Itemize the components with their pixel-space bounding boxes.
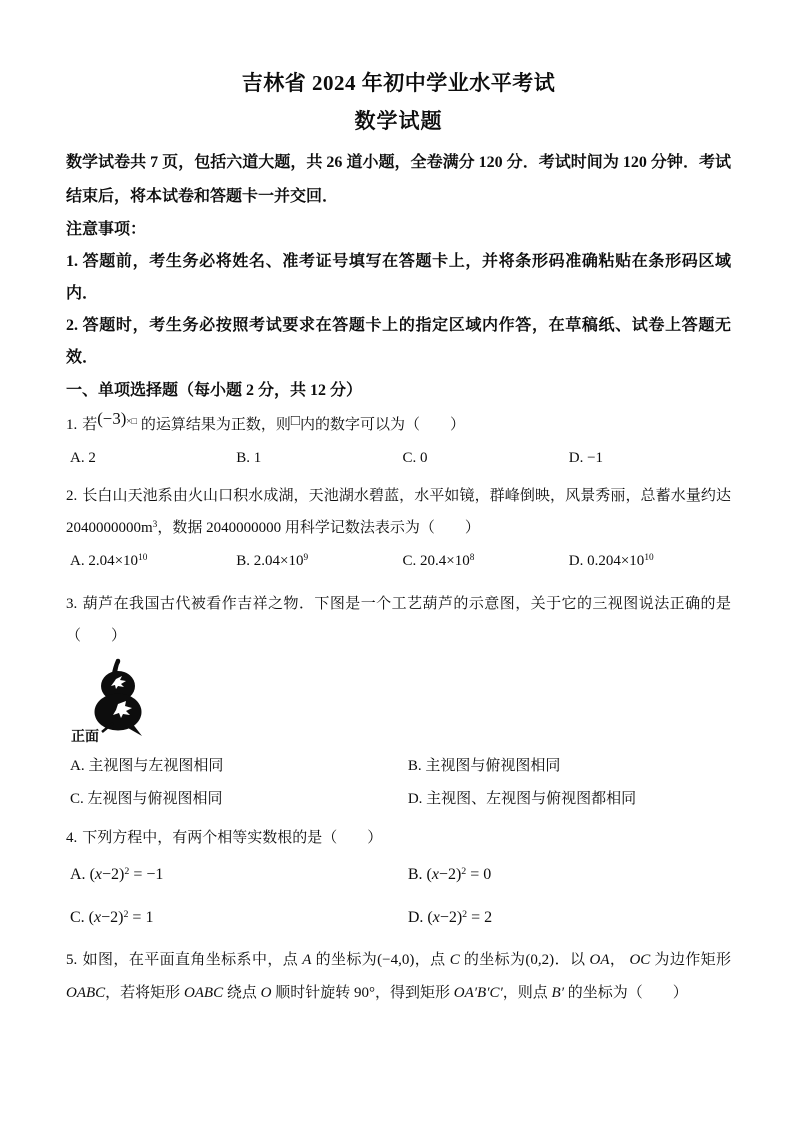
option-a: A. 主视图与左视图相同 xyxy=(70,758,224,774)
question-stem-text: 如图，在平面直角坐标系中，点 A 的坐标为(−4,0)，点 C 的坐标为(0,2)．以 OA， OC 为边作矩形 OABC，若将矩形 OABC 绕点 O 顺时针旋转 90°，得到矩形 OA′B′C′，则点 B′ 的坐标为（ ） xyxy=(66,952,731,1001)
options-grid xyxy=(66,546,731,578)
options-grid xyxy=(66,750,731,816)
question-number: 1. xyxy=(66,417,78,433)
option-c: C. 0 xyxy=(402,450,428,466)
option-b: B. $(x-2)^2 = 0$ xyxy=(407,865,492,883)
exam-intro: 数学试卷共 7 页，包括六道大题，共 26 道小题，全卷满分 120 分．考试时间为 120 分钟．考试结束后，将本试卷和答题卡一并交回． xyxy=(66,154,731,205)
option-b: B. 主视图与俯视图相同 xyxy=(407,758,561,774)
notes-heading: 注意事项： xyxy=(66,221,147,238)
options-grid xyxy=(66,854,731,940)
question-stem-text: 葫芦在我国古代被看作吉祥之物．下图是一个工艺葫芦的示意图，关于它的三视图说法正确的是（ ） xyxy=(66,596,731,644)
option-a: A. $2.04\times 10^{10}$ xyxy=(70,552,148,569)
gourd-silhouette xyxy=(66,652,176,750)
option-b: B. $2.04\times 10^9$ xyxy=(236,552,309,569)
question-number: 5. xyxy=(66,952,78,968)
question-5 xyxy=(66,944,731,1010)
question-stem xyxy=(66,822,731,854)
options-grid xyxy=(66,444,731,472)
section-header: 一、单项选择题（每小题 2 分，共 12 分） xyxy=(66,382,363,399)
option-c: C. $(x-2)^2 = 1$ xyxy=(70,908,154,926)
question-stem-text: 长白山天池系由火山口积水成湖，天池湖水碧蓝，水平如镜，群峰倒映，风景秀丽，总蓄水量约达 $2040000000m^3$，数据 2040000000 用科学记数法表示为（ ） xyxy=(66,488,731,536)
option-d: D. 主视图、左视图与俯视图都相同 xyxy=(407,791,637,807)
question-1 xyxy=(66,407,731,472)
gourd-figure xyxy=(66,652,731,750)
question-number: 3. xyxy=(66,596,78,612)
question-stem-text: 若(−3)×□ 的运算结果为正数，则□内的数字可以为（ ） xyxy=(82,408,465,433)
question-stem xyxy=(66,480,731,546)
question-number: 2. xyxy=(66,488,78,504)
option-b: B. 1 xyxy=(236,450,262,466)
question-3 xyxy=(66,588,731,816)
option-a: A. $(x-2)^2 = -1$ xyxy=(70,865,164,883)
question-stem xyxy=(66,407,731,444)
option-c: C. $20.4\times 10^8$ xyxy=(402,552,475,569)
option-d: D. −1 xyxy=(568,450,604,466)
question-2 xyxy=(66,480,731,578)
option-c: C. 左视图与俯视图相同 xyxy=(70,791,223,807)
question-4 xyxy=(66,822,731,940)
option-a: A. 2 xyxy=(70,450,96,466)
question-stem xyxy=(66,944,731,1010)
question-stem-text: 下列方程中，有两个相等实数根的是（ ） xyxy=(82,830,383,846)
question-number: 4. xyxy=(66,830,78,846)
exam-subtitle: 数学试题 xyxy=(354,109,443,133)
option-d: D. $0.204\times 10^{10}$ xyxy=(568,552,654,569)
option-d: D. $(x-2)^2 = 2$ xyxy=(407,908,493,926)
front-label: 正面 xyxy=(71,730,99,745)
note-item-1: 1. 答题前，考生务必将姓名、准考证号填写在答题卡上，并将条形码准确粘贴在条形码区域内． xyxy=(66,253,731,302)
note-item-2: 2. 答题时，考生务必按照考试要求在答题卡上的指定区域内作答，在草稿纸、试卷上答题无效． xyxy=(66,317,731,366)
exam-title: 吉林省 2024 年初中学业水平考试 xyxy=(241,71,556,95)
question-stem xyxy=(66,588,731,652)
